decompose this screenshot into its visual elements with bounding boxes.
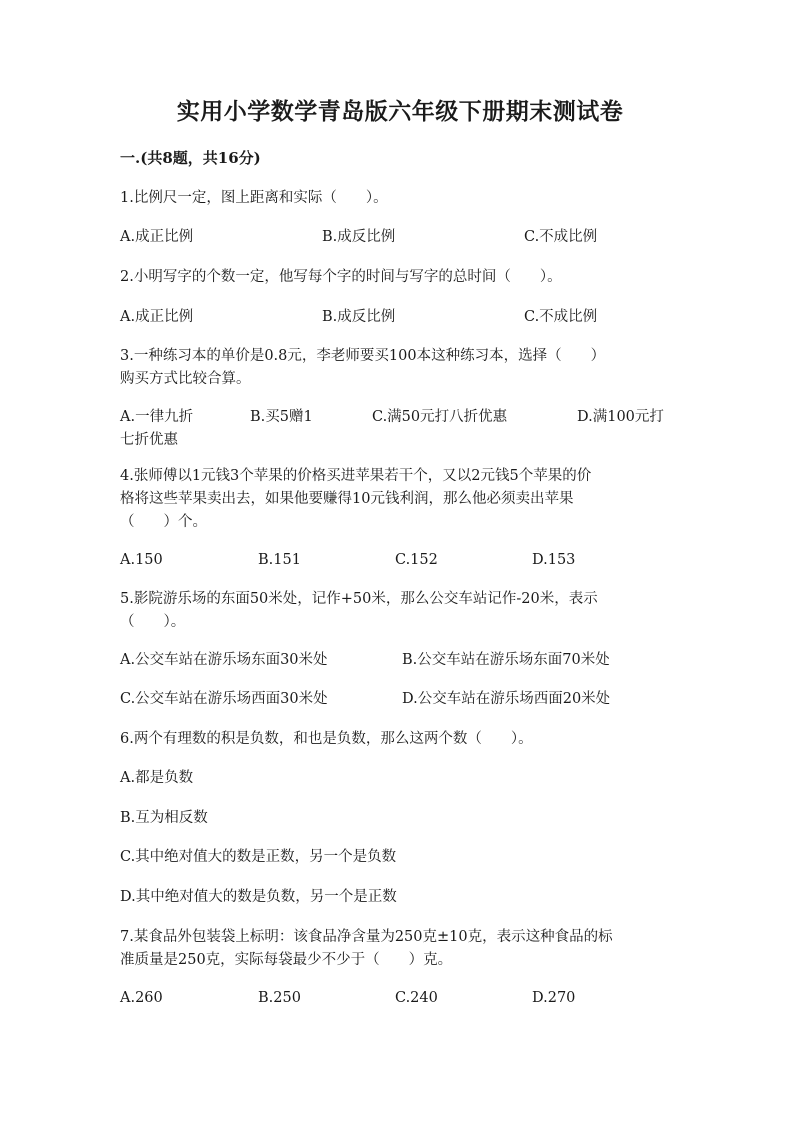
- question-4-stem-line-1: 4.张师傅以1元钱3个苹果的价格买进苹果若干个，又以2元钱5个苹果的价: [120, 468, 592, 484]
- question-6-option-a: A.都是负数: [120, 770, 194, 786]
- question-1-option-b: B.成反比例: [322, 229, 396, 245]
- question-3-option-c: C.满50元打八折优惠: [372, 409, 508, 425]
- question-2-stem: 2.小明写字的个数一定，他写每个字的时间与写字的总时间（ ）。: [120, 269, 562, 285]
- question-6-option-c: C.其中绝对值大的数是正数，另一个是负数: [120, 849, 397, 865]
- question-1-stem: 1.比例尺一定，图上距离和实际（ ）。: [120, 190, 388, 206]
- question-4-option-a: A.150: [120, 552, 163, 568]
- question-5-option-b: B.公交车站在游乐场东面70米处: [402, 652, 610, 668]
- question-5-option-c: C.公交车站在游乐场西面30米处: [120, 691, 328, 707]
- question-3-option-a: A.一律九折: [120, 409, 194, 425]
- question-1-option-c: C.不成比例: [524, 229, 598, 245]
- question-2-option-c: C.不成比例: [524, 309, 598, 325]
- question-2-option-b: B.成反比例: [322, 309, 396, 325]
- question-7-option-c: C.240: [395, 990, 438, 1006]
- question-1-option-a: A.成正比例: [120, 229, 194, 245]
- question-5-option-d: D.公交车站在游乐场西面20米处: [402, 691, 611, 707]
- question-7-option-b: B.250: [258, 990, 301, 1006]
- question-4-option-d: D.153: [532, 552, 576, 568]
- question-4-stem-line-2: 格将这些苹果卖出去，如果他要赚得10元钱利润，那么他必须卖出苹果: [120, 491, 574, 507]
- question-5-option-a: A.公交车站在游乐场东面30米处: [120, 652, 328, 668]
- question-7-stem-line-1: 7.某食品外包装袋上标明：该食品净含量为250克±10克，表示这种食品的标: [120, 929, 613, 945]
- question-2-option-a: A.成正比例: [120, 309, 194, 325]
- question-3-option-b: B.买5赠1: [250, 409, 313, 425]
- question-7-option-d: D.270: [532, 990, 576, 1006]
- question-3-stem-line-1: 3.一种练习本的单价是0.8元，李老师要买100本这种练习本，选择（ ）: [120, 348, 606, 364]
- section-heading: 一.(共8题，共16分): [120, 149, 261, 167]
- question-4-option-c: C.152: [395, 552, 438, 568]
- question-4-stem-line-3: （ ）个。: [120, 514, 207, 530]
- question-5-stem-line-1: 5.影院游乐场的东面50米处，记作+50米，那么公交车站记作-20米，表示: [120, 591, 598, 607]
- question-3-option-d-continued: 七折优惠: [120, 432, 178, 448]
- question-4-option-b: B.151: [258, 552, 301, 568]
- question-7-stem-line-2: 准质量是250克，实际每袋最少不少于（ ）克。: [120, 952, 453, 968]
- question-7-option-a: A.260: [120, 990, 163, 1006]
- question-3-stem-line-2: 购买方式比较合算。: [120, 371, 251, 387]
- question-6-option-d: D.其中绝对值大的数是负数，另一个是正数: [120, 889, 397, 905]
- page-title: 实用小学数学青岛版六年级下册期末测试卷: [176, 98, 624, 125]
- question-5-stem-line-2: （ ）。: [120, 614, 186, 630]
- question-6-stem: 6.两个有理数的积是负数，和也是负数，那么这两个数（ ）。: [120, 731, 533, 747]
- question-3-option-d: D.满100元打: [577, 409, 664, 425]
- question-6-option-b: B.互为相反数: [120, 810, 208, 826]
